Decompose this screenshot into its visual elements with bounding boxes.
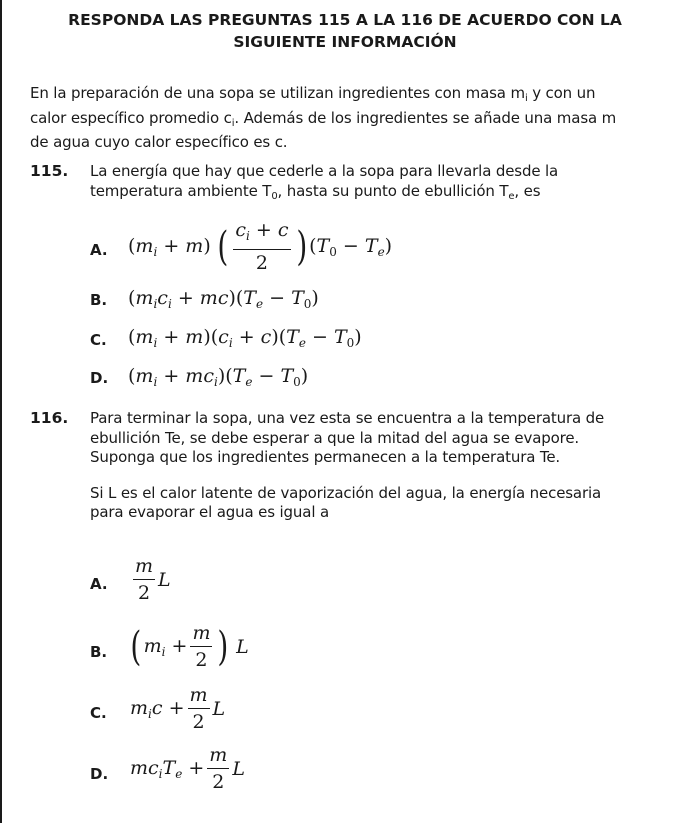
q116-line-4: Si L es el calor latente de vaporización del agua, la energía necesaria bbox=[90, 483, 602, 502]
question-115-number: 115. bbox=[30, 162, 69, 180]
section-heading bbox=[30, 9, 660, 53]
q116-option-c-formula: $m_ic$ + $\frac{m}{2}$ L bbox=[130, 684, 226, 733]
page-left-border bbox=[0, 0, 2, 823]
heading-line-2: SIGUIENTE INFORMACIÓN bbox=[233, 33, 457, 51]
q116-option-c-letter: C. bbox=[90, 704, 107, 722]
q115-option-c-formula: $(m_i + m)(c_i + c)(T_e - T_0)$ bbox=[128, 326, 362, 350]
q115-option-b-letter: B. bbox=[90, 291, 108, 309]
intro-line-1: En la preparación de una sopa se utilizan ingredientes con masa $m_i$ y con un bbox=[30, 84, 596, 104]
question-116-text bbox=[90, 409, 668, 523]
q116-option-a-letter: A. bbox=[90, 575, 108, 593]
q116-line-2: ebullición Te, se debe esperar a que la mitad del agua se evapore. bbox=[90, 428, 580, 447]
q116-line-1: Para terminar la sopa, una vez esta se encuentra a la temperatura de bbox=[90, 409, 605, 427]
q115-line-2: temperatura ambiente $T_0$, hasta su punto de ebullición $T_e$, es bbox=[90, 181, 541, 202]
question-115-text bbox=[90, 162, 668, 206]
q116-option-b-formula: ( $m_i$ + $\frac{m}{2}$ ) L bbox=[130, 622, 249, 671]
q115-line-1: La energía que hay que cederle a la sopa para llevarla desde la bbox=[90, 162, 559, 180]
q116-line-3: Suponga que los ingredientes permanecen a la temperatura Te. bbox=[90, 448, 561, 466]
q115-option-a-letter: A. bbox=[90, 241, 108, 259]
intro-paragraph bbox=[30, 84, 670, 153]
q115-option-a-formula: $(m_i + m)$ ( $\frac{c_i + c}{2}$ ) $(T_0 - T_e)$ bbox=[128, 219, 393, 274]
q116-option-b-letter: B. bbox=[90, 643, 108, 661]
intro-line-3: de agua cuyo calor específico es c. bbox=[30, 133, 288, 151]
heading-line-1: RESPONDA LAS PREGUNTAS 115 A LA 116 DE ACUERDO CON LA bbox=[68, 11, 622, 29]
q115-option-b-formula: $(m_ic_i + mc)(T_e - T_0)$ bbox=[128, 287, 319, 311]
q115-option-d-formula: $(m_i + mc_i)(T_e - T_0)$ bbox=[128, 365, 309, 389]
q115-option-d-letter: D. bbox=[90, 369, 109, 387]
q116-line-5: para evaporar el agua es igual a bbox=[90, 503, 330, 521]
intro-line-2: calor específico promedio $c_i$. Además de los ingredientes se añade una masa m bbox=[30, 108, 617, 129]
q116-option-a-formula: $\frac{m}{2}$ L bbox=[135, 555, 171, 604]
question-116-number: 116. bbox=[30, 409, 69, 427]
q116-option-d-formula: $mc_iT_e$ + $\frac{m}{2}$ L bbox=[130, 744, 245, 793]
q115-option-c-letter: C. bbox=[90, 331, 107, 349]
q116-option-d-letter: D. bbox=[90, 765, 109, 783]
